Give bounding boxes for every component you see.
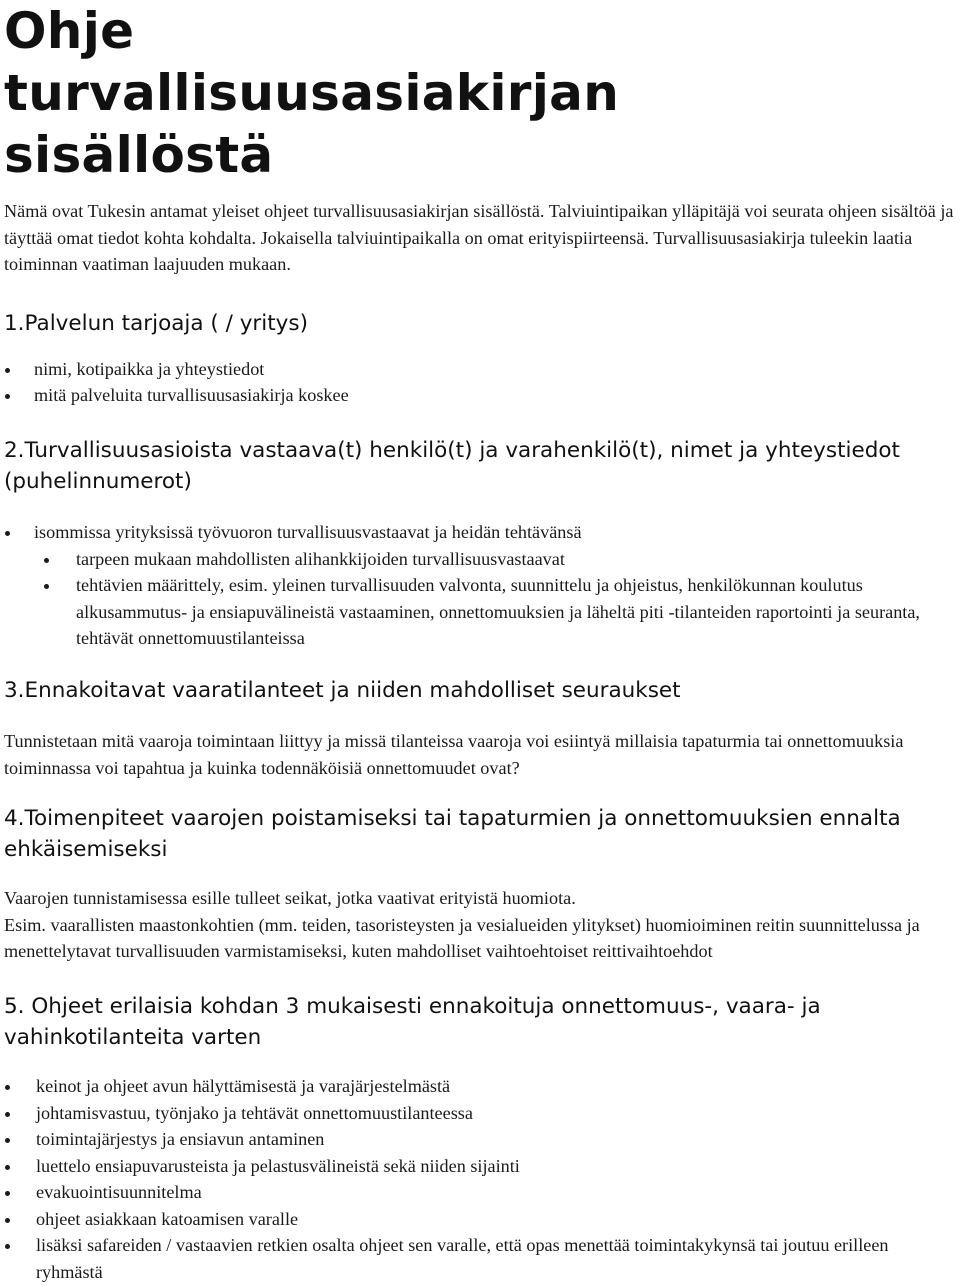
list-item: isommissa yrityksissä työvuoron turvallisuusvastaavat ja heidän tehtävänsä bbox=[4, 519, 954, 546]
list-item: tehtävien määrittely, esim. yleinen turvallisuuden valvonta, suunnittelu ja ohjeistus, henkilökunnan koulutus alkusammutus- ja ensiapuvälineistä vastaaminen, onnettomuuksien ja läheltä piti -tilanteiden raportointi ja seuranta, tehtävät onnettomuustilanteissa bbox=[4, 572, 954, 652]
list-item: keinot ja ohjeet avun hälyttämisestä ja varajärjestelmästä bbox=[4, 1073, 954, 1100]
section-3-heading: 3.Ennakoitavat vaaratilanteet ja niiden mahdolliset seuraukset bbox=[4, 677, 681, 703]
intro-paragraph: Nämä ovat Tukesin antamat yleiset ohjeet turvallisuusasiakirjan sisällöstä. Talviuintipaikan ylläpitäjä voi seurata ohjeen sisältöä ja täyttää omat tiedot kohta kohdalta. Jokaisella talviuintipaikalla on omat erityispiirteensä. Turvallisuusasiakirja tuleekin laatia toiminnan vaatiman laajuuden mukaan. bbox=[4, 201, 954, 275]
list-item: tarpeen mukaan mahdollisten alihankkijoiden turvallisuusvastaavat bbox=[4, 546, 954, 573]
list-item: nimi, kotipaikka ja yhteystiedot bbox=[4, 356, 954, 383]
section-5-list bbox=[4, 1073, 954, 1286]
section-2-list bbox=[4, 519, 954, 546]
section-1-heading: 1.Palvelun tarjoaja ( / yritys) bbox=[4, 310, 308, 336]
list-item: mitä palveluita turvallisuusasiakirja koskee bbox=[4, 382, 954, 409]
list-item: evakuointisuunnitelma bbox=[4, 1179, 954, 1206]
section-2-sublist bbox=[4, 546, 954, 652]
section-4-paragraph-1: Vaarojen tunnistamisessa esille tulleet seikat, jotka vaativat erityistä huomiota. bbox=[4, 888, 576, 909]
section-1-list bbox=[4, 356, 954, 409]
section-4-heading: 4.Toimenpiteet vaarojen poistamiseksi tai tapaturmien ja onnettomuuksien ennalta ehkäisemiseksi bbox=[4, 806, 901, 863]
list-item: johtamisvastuu, työnjako ja tehtävät onnettomuustilanteessa bbox=[4, 1100, 954, 1127]
list-item: toimintajärjestys ja ensiavun antaminen bbox=[4, 1126, 954, 1153]
section-3-paragraph: Tunnistetaan mitä vaaroja toimintaan liittyy ja missä tilanteissa vaaroja voi esiintyä millaisia tapaturmia tai onnettomuuksia toiminnassa voi tapahtua ja kuinka todennäköisiä onnettomuudet ovat? bbox=[4, 730, 904, 778]
list-item: luettelo ensiapuvarusteista ja pelastusvälineistä sekä niiden sijainti bbox=[4, 1153, 954, 1180]
page-title: Ohje turvallisuusasiakirjan sisällöstä bbox=[4, 2, 620, 184]
section-4-paragraph-2: Esim. vaarallisten maastonkohtien (mm. teiden, tasoristeysten ja vesialueiden ylitykset) huomioiminen reitin suunnittelussa ja menettelytavat turvallisuuden varmistamiseksi, kuten mahdolliset vaihtoehtoiset reittivaihtoehdot bbox=[4, 914, 920, 962]
section-5-heading: 5. Ohjeet erilaisia kohdan 3 mukaisesti ennakoituja onnettomuus-, vaara- ja vahinkotilanteita varten bbox=[4, 993, 821, 1050]
list-item: ohjeet asiakkaan katoamisen varalle bbox=[4, 1206, 954, 1233]
section-2-heading: 2.Turvallisuusasioista vastaava(t) henkilö(t) ja varahenkilö(t), nimet ja yhteystiedot (puhelinnumerot) bbox=[4, 437, 900, 494]
list-item: lisäksi safareiden / vastaavien retkien osalta ohjeet sen varalle, että opas menettää toimintakykynsä tai joutuu erilleen ryhmästä bbox=[4, 1232, 954, 1285]
